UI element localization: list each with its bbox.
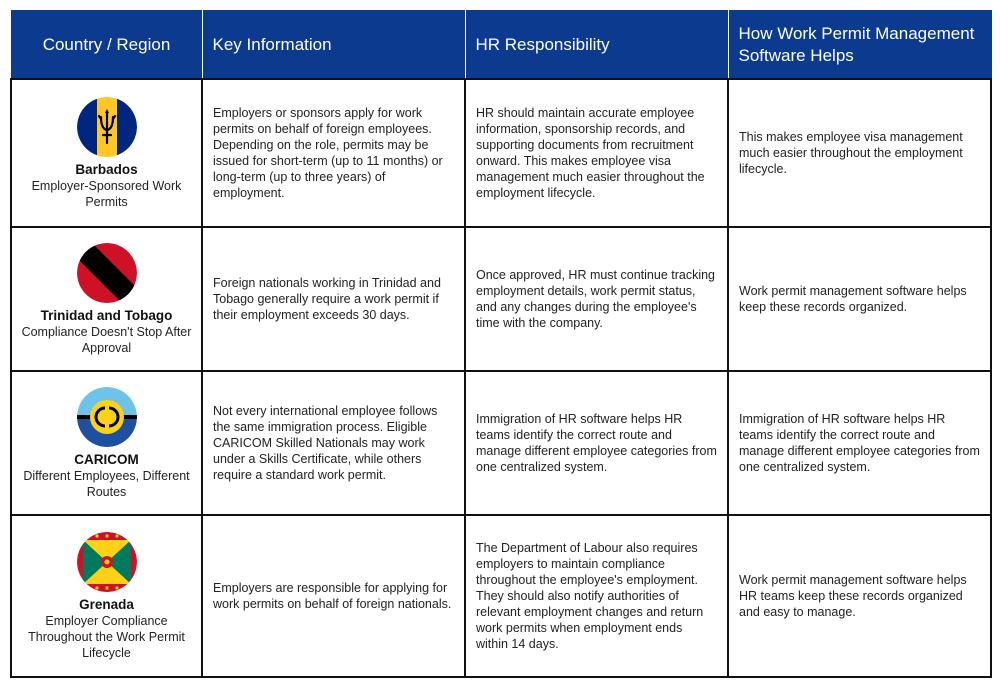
permit-table-container (10, 10, 990, 678)
trinidad-and-tobago-flag-icon (77, 243, 137, 303)
header-software-helps: How Work Permit Management Software Helps (728, 11, 991, 80)
country-name: Trinidad and Tobago (40, 307, 173, 323)
country-subtitle: Employer Compliance Throughout the Work Permit Lifecycle (28, 613, 185, 660)
hr-responsibility-cell: HR should maintain accurate employee information, sponsorship records, and supporting documents from recruitment onward. This makes employee visa management much easier throughout the employment lifecycle. (465, 79, 728, 227)
table-row (11, 79, 991, 227)
key-info-cell: Foreign nationals working in Trinidad and Tobago generally require a work permit if their employment exceeds 30 days. (202, 227, 465, 371)
country-name: Barbados (75, 161, 138, 177)
header-country-region: Country / Region (11, 11, 202, 80)
country-name: Grenada (79, 596, 134, 612)
header-hr-responsibility: HR Responsibility (465, 11, 728, 80)
caricom-flag-icon (77, 387, 137, 447)
country-subtitle: Employer-Sponsored Work Permits (31, 178, 182, 209)
hr-responsibility-cell: Once approved, HR must continue tracking employment details, work permit status, and any changes during the employee's time with the company. (465, 227, 728, 371)
country-cell (11, 371, 202, 515)
key-info-cell: Employers or sponsors apply for work permits on behalf of foreign employees. Depending on the role, permits may be issued for short-term (up to 11 months) or long-term (up to three years) of employment. (202, 79, 465, 227)
work-permit-table (10, 10, 992, 678)
table-row (11, 515, 991, 677)
hr-responsibility-cell: Immigration of HR software helps HR teams identify the correct route and manage different employee categories from one centralized system. (465, 371, 728, 515)
country-cell (11, 79, 202, 227)
header-key-information: Key Information (202, 11, 465, 80)
country-cell (11, 227, 202, 371)
grenada-flag-icon (77, 532, 137, 592)
table-header-row (11, 11, 991, 80)
software-helps-cell: Work permit management software helps keep these records organized. (728, 227, 991, 371)
key-info-cell: Not every international employee follows the same immigration process. Eligible CARICOM Skilled Nationals may work under a Skills Certificate, while others require a standard work permit. (202, 371, 465, 515)
software-helps-cell: Immigration of HR software helps HR teams identify the correct route and manage different employee categories from one centralized system. (728, 371, 991, 515)
country-cell (11, 515, 202, 677)
key-info-cell: Employers are responsible for applying for work permits on behalf of foreign nationals. (202, 515, 465, 677)
country-name: CARICOM (74, 451, 139, 467)
software-helps-cell: This makes employee visa management much easier throughout the employment lifecycle. (728, 79, 991, 227)
table-row (11, 371, 991, 515)
country-subtitle: Different Employees, Different Routes (23, 468, 190, 499)
country-subtitle: Compliance Doesn't Stop After Approval (21, 324, 192, 355)
table-row (11, 227, 991, 371)
software-helps-cell: Work permit management software helps HR teams keep these records organized and easy to manage. (728, 515, 991, 677)
hr-responsibility-cell: The Department of Labour also requires employers to maintain compliance throughout the employee's employment. They should also notify authorities of relevant employment changes and return work permits when employment ends within 14 days. (465, 515, 728, 677)
barbados-flag-icon (77, 97, 137, 157)
